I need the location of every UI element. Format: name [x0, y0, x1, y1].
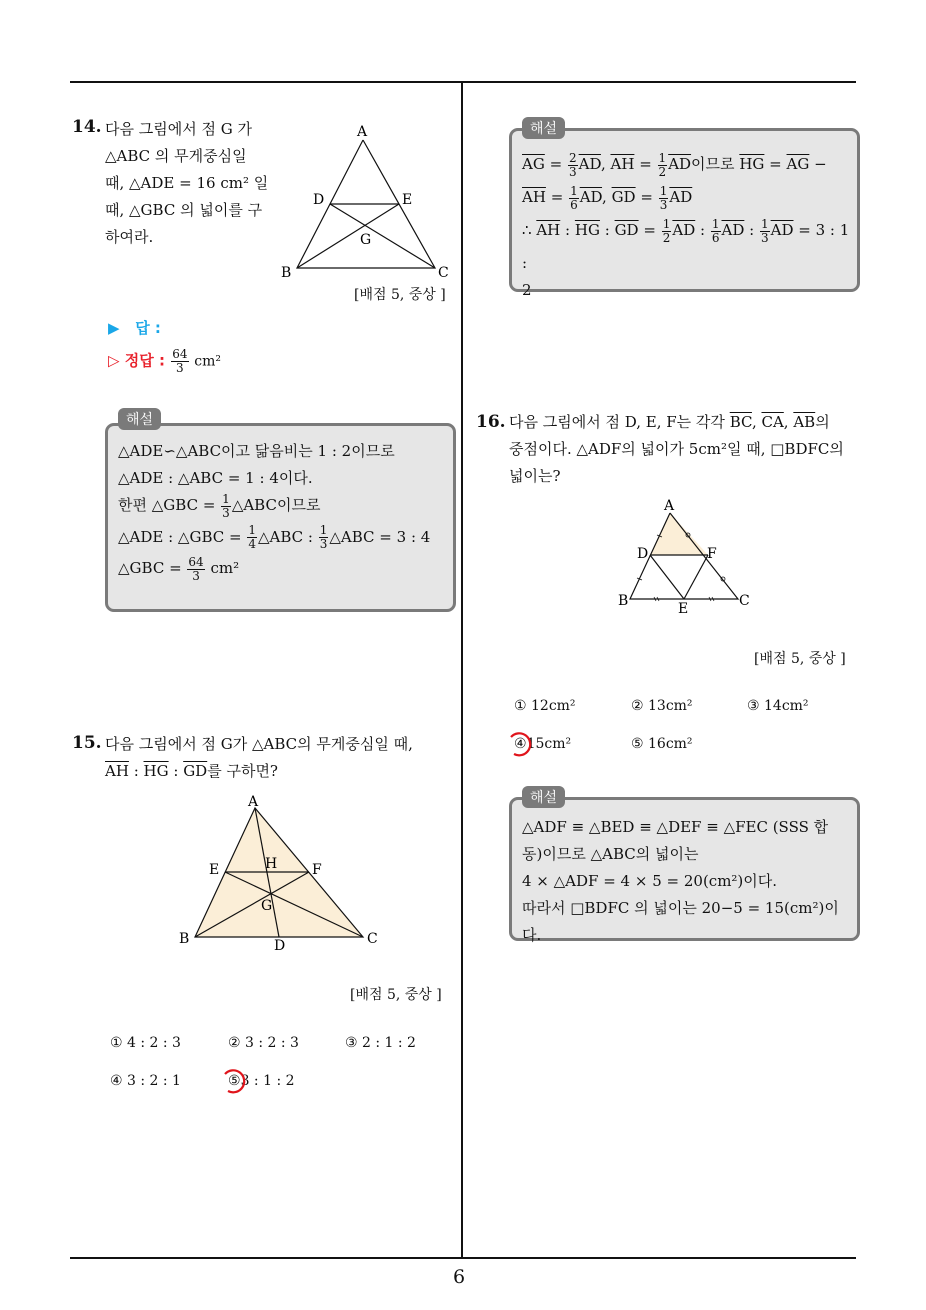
sol-line: 따라서 □BDFC 의 넓이는 20−5 = 15(cm²)이다. — [522, 899, 839, 944]
q16-solution-text — [522, 814, 850, 949]
q14-label-b: B — [281, 265, 292, 281]
q14-line: 때, △ADE = 16 cm² 일 — [105, 174, 269, 192]
q16-selected-circle-icon — [505, 729, 535, 759]
q15-choice-3[interactable]: ③ 2 : 1 : 2 — [345, 1035, 416, 1051]
q16-line: 다음 그림에서 점 D, E, F는 각각 $\overline{BC}$, $\overline{CA}$, $\overline{AB}$의 — [509, 413, 830, 431]
q15-label-e: E — [209, 862, 220, 878]
q14-solution-tag: 해설 — [118, 408, 161, 430]
q15-label-b: B — [179, 931, 190, 947]
bottom-rule — [70, 1257, 856, 1259]
q15-text — [105, 731, 413, 785]
page-number: 6 — [453, 1266, 466, 1288]
q16-label-f: F — [707, 546, 717, 562]
q15-solution-text — [522, 148, 850, 300]
q16-choice-5[interactable]: ⑤ 16cm² — [631, 736, 693, 752]
q15-choice-1[interactable]: ① 4 : 2 : 3 — [110, 1035, 181, 1051]
q14-answer-row — [108, 317, 161, 338]
q14-label-d: D — [313, 192, 325, 208]
q16-choice-1[interactable]: ① 12cm² — [514, 698, 576, 714]
q14-text — [105, 116, 268, 251]
q15-line: $\overline{AH}$ : $\overline{HG}$ : $\overline{GD}$를 구하면? — [105, 762, 278, 780]
q14-answer-label: 답 : — [135, 319, 161, 337]
q14-correct-unit: cm² — [194, 353, 222, 370]
answer-arrow-icon: ▶ — [108, 319, 120, 337]
sol-line: 2 — [522, 281, 532, 299]
q14-label-e: E — [402, 192, 413, 208]
q14-points: [배점 5, 중상 ] — [354, 287, 446, 303]
q15-choice-4[interactable]: ④ 3 : 2 : 1 — [110, 1073, 181, 1089]
q14-line: 때, △GBC 의 넓이를 구 — [105, 201, 263, 219]
sol-line: △ADE : △ABC = 1 : 4이다. — [118, 469, 313, 487]
q14-solution-text — [118, 438, 448, 583]
sol-line: $\overline{AG}$ = $\frac{2}{3}$ $\overline{AD}$, $\overline{AH}$ = $\frac{1}{2}$ $\overline{AD}$이므로 $\overline{HG} = \overline{AG}$ − — [522, 150, 827, 179]
q16-segment-fe — [684, 555, 708, 599]
q15-label-d: D — [274, 938, 286, 954]
q16-choice-4[interactable]: ④15cm² — [514, 736, 572, 752]
q14-correct-row — [108, 348, 221, 375]
q14-line: 하여라. — [105, 228, 154, 246]
q15-label-a: A — [248, 794, 259, 810]
q15-selected-circle-icon — [219, 1066, 249, 1096]
q14-figure — [275, 120, 460, 285]
q15-label-f: F — [312, 862, 322, 878]
q16-label-d: D — [637, 546, 649, 562]
q15-choice-5[interactable]: ⑤3 : 1 : 2 — [228, 1073, 295, 1089]
sol-line: △ADE∽△ABC이고 닮음비는 1 : 2이므로 — [118, 442, 395, 460]
q14-line: 다음 그림에서 점 G 가 — [105, 120, 252, 138]
q16-segment-de — [650, 555, 684, 599]
q16-figure — [610, 495, 760, 620]
q14-correct-label: 정답 : — [124, 351, 165, 370]
q15-label-c: C — [367, 931, 378, 947]
q14-correct-fraction: $\frac{64}{3}$ — [172, 347, 188, 375]
q16-label-b: B — [618, 593, 629, 609]
sol-line: 동)이므로 △ABC의 넓이는 — [522, 845, 699, 863]
q14-label-a: A — [357, 124, 368, 140]
q16-line: 넓이는? — [509, 467, 561, 485]
sol-line: △ADF ≡ △BED ≡ △DEF ≡ △FEC (SSS 합 — [522, 818, 829, 836]
q16-solution-tag: 해설 — [522, 786, 565, 808]
q16-choice-3[interactable]: ③ 14cm² — [747, 698, 809, 714]
q15-figure — [175, 790, 390, 955]
q14-segment-be — [297, 204, 399, 268]
q16-label-c: C — [739, 593, 750, 609]
q14-line: △ABC 의 무게중심일 — [105, 147, 247, 165]
q15-solution-tag: 해설 — [522, 117, 565, 139]
q14-segment-cd — [330, 204, 435, 268]
q16-text — [509, 409, 854, 490]
q16-label-a: A — [664, 498, 675, 514]
correct-arrow-icon: ▷ — [108, 351, 120, 370]
top-rule — [70, 81, 856, 83]
sol-line: 4 × △ADF = 4 × 5 = 20(cm²)이다. — [522, 872, 778, 890]
q16-label-e: E — [678, 601, 689, 617]
sol-line: △GBC = $\frac{64}{3}$ cm² — [118, 554, 240, 583]
sol-line: △ADE : △GBC = $\frac{1}{4}$ △ABC : $\frac{1}{3}$ △ABC = 3 : 4 — [118, 523, 431, 551]
q15-label-g: G — [261, 898, 273, 914]
q16-points: [배점 5, 중상 ] — [754, 651, 846, 667]
q15-number: 15. — [72, 733, 102, 753]
q16-line: 중점이다. △ADF의 넓이가 5cm²일 때, □BDFC의 — [509, 440, 844, 458]
q15-choice-2[interactable]: ② 3 : 2 : 3 — [228, 1035, 299, 1051]
q14-number: 14. — [72, 117, 102, 137]
q16-triangle-adf — [650, 513, 708, 555]
sol-line: 한편 △GBC = $\frac{1}{3}$ △ABC이므로 — [118, 491, 321, 520]
q14-label-c: C — [438, 265, 449, 281]
q15-label-h: H — [265, 856, 278, 872]
q15-line: 다음 그림에서 점 G가 △ABC의 무게중심일 때, — [105, 735, 413, 753]
q14-label-g: G — [360, 232, 372, 248]
sol-line: $\overline{AH}$ = $\frac{1}{6}$ $\overline{AD}$, $\overline{GD}$ = $\frac{1}{3}$ $\overline{AD}$ — [522, 183, 693, 212]
q16-number: 16. — [476, 412, 506, 432]
sol-line: ∴ $\overline{AH}$ : $\overline{HG}$ : $\overline{GD}$ = $\frac{1}{2}$ $\overline{AD}$ : $\frac{1}{6}$ $\overline{AD}$ : $\frac{1}{3}$ $\overline{AD} = 3$ : 1 : — [522, 216, 850, 272]
q16-choice-2[interactable]: ② 13cm² — [631, 698, 693, 714]
q15-points: [배점 5, 중상 ] — [350, 987, 442, 1003]
column-divider — [461, 82, 463, 1258]
